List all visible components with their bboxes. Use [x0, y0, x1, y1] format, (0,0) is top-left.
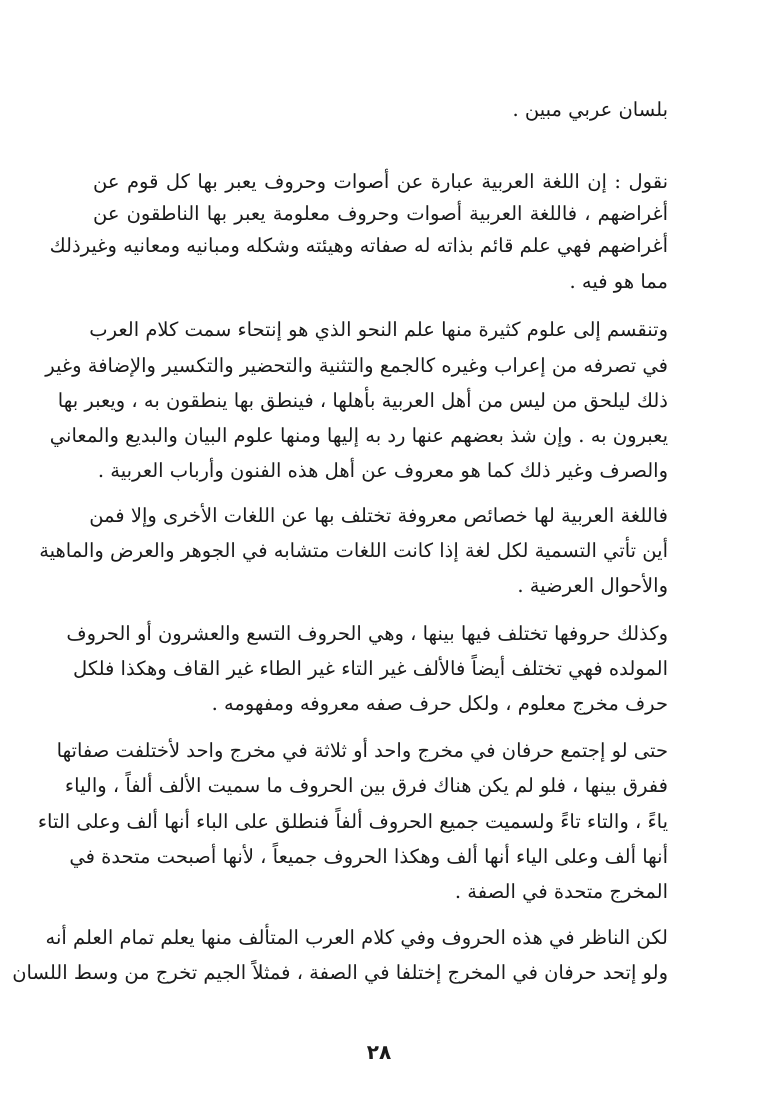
text-line: المولده فهي تختلف أيضاً فالألف غير التاء غير الطاء غير القاف وهكذا فلكل [73, 657, 668, 680]
text-line: ففرق بينها ، فلو لم يكن هناك فرق بين الحروف ما سميت الألف ألفاً ، والياء [64, 774, 668, 797]
text-line: والصرف وغير ذلك كما هو معروف عن أهل هذه الفنون وأرباب العربية . [97, 459, 668, 482]
text-line: أنها ألف وعلى الياء أنها ألف وهكذا الحروف جميعاً ، لأنها أصبحت متحدة في [69, 845, 668, 868]
text-line: أين تأتي التسمية لكل لغة إذا كانت اللغات متشابه في الجوهر والعرض والماهية [39, 539, 668, 562]
text-line: أغراضهم فهي علم قائم بذاته له صفاته وهيئته وشكله ومبانيه ومعانيه وغيرذلك [49, 234, 668, 257]
text-line: في تصرفه من إعراب وغيره كالجمع والتثنية والتحضير والتكسير والإضافة وغير [45, 354, 668, 377]
text-line: يعبرون به . وإن شذ بعضهم عنها رد به إليها ومنها علوم البيان والبديع والمعاني [49, 424, 668, 447]
text-line: حرف مخرج معلوم ، ولكل حرف صفه معروفه ومفهومه . [211, 692, 668, 715]
text-line: وكذلك حروفها تختلف فيها بينها ، وهي الحروف التسع والعشرون أو الحروف [66, 622, 668, 645]
text-line: بلسان عربي مبين . [512, 98, 668, 121]
text-line: فاللغة العربية لها خصائص معروفة تختلف بها عن اللغات الأخرى وإلا فمن [89, 504, 668, 527]
text-line: وتنقسم إلى علوم كثيرة منها علم النحو الذي هو إنتحاء سمت كلام العرب [89, 318, 668, 341]
text-line: ولو إتحد حرفان في المخرج إختلفا في الصفة ، فمثلاً الجيم تخرج من وسط اللسان [12, 961, 668, 984]
text-line: ذلك ليلحق من ليس من أهل العربية بأهلها ، فينطق بها ينطقون به ، ويعبر بها [57, 389, 668, 412]
page-number: ٢٨ [366, 1040, 392, 1064]
text-line: المخرج متحدة في الصفة . [454, 880, 668, 903]
text-line: ياءً ، والتاء تاءً ولسميت جميع الحروف ألفاً فنطلق على الباء أنها ألف وعلى التاء [37, 810, 668, 833]
text-line: لكن الناظر في هذه الحروف وفي كلام العرب المتألف منها يعلم تمام العلم أنه [45, 926, 668, 949]
text-line: نقول : إن اللغة العربية عبارة عن أصوات وحروف يعبر بها كل قوم عن [93, 170, 668, 193]
text-line: أغراضهم ، فاللغة العربية أصوات وحروف معلومة يعبر بها الناطقون عن [93, 202, 668, 225]
text-line: حتى لو إجتمع حرفان في مخرج واحد أو ثلاثة في مخرج واحد لأختلفت صفاتها [56, 739, 668, 762]
text-line: مما هو فيه . [569, 270, 668, 293]
text-line: والأحوال العرضية . [517, 574, 668, 597]
